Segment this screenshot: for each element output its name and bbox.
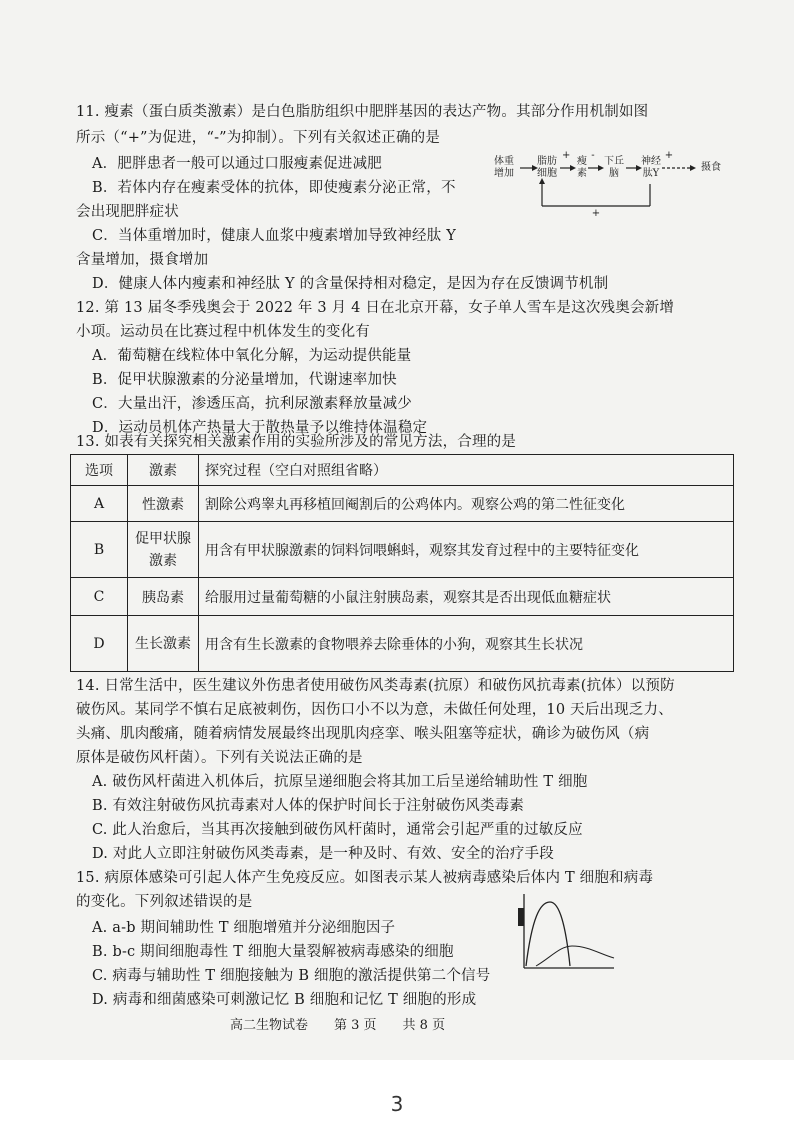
header-process: 探究过程（空白对照组省略） — [199, 455, 734, 486]
q15-stem-line1: 15. 病原体感染可引起人体产生免疫反应。如图表示某人被病毒感染后体内 T 细胞和病毒 — [76, 870, 654, 886]
graph-curve-tcell — [536, 946, 614, 966]
cell-hormone: 胰岛素 — [128, 578, 199, 616]
table-row — [71, 578, 734, 616]
page-number: 3 — [390, 1092, 404, 1116]
q13-stem: 13. 如表有关探究相关激素作用的实验所涉及的常见方法，合理的是 — [76, 434, 517, 450]
diagram-node-feeding: 摄食 — [701, 162, 721, 173]
diagram-node-fat-cell: 脂肪 细胞 — [537, 156, 557, 179]
leptin-mechanism-diagram — [488, 150, 728, 230]
q12-option-c: C．大量出汗，渗透压高，抗利尿激素释放量减少 — [92, 396, 412, 412]
q11-option-c-line2: 含量增加，摄食增加 — [76, 252, 209, 268]
q11-option-b-line1: B．若体内存在瘦素受体的抗体，即使瘦素分泌正常，不 — [92, 180, 456, 196]
cell-hormone: 生长激素 — [128, 616, 199, 672]
diagram-node-leptin: 瘦 素 — [577, 156, 587, 179]
q12-option-b: B．促甲状腺激素的分泌量增加，代谢速率加快 — [92, 372, 397, 388]
cell-process: 割除公鸡睾丸再移植回阉割后的公鸡体内。观察公鸡的第二性征变化 — [199, 486, 734, 522]
q14-stem-line3: 头痛、肌肉酸痛，随着病情发展最终出现肌肉痉挛、喉头阻塞等症状，确诊为破伤风（病 — [76, 726, 650, 742]
table-row — [71, 522, 734, 578]
diagram-sign-plus-1: + — [562, 150, 571, 161]
q11-option-a: A．肥胖患者一般可以通过口服瘦素促进减肥 — [92, 156, 382, 172]
q15-option-c: C. 病毒与辅助性 T 细胞接触为 B 细胞的激活提供第二个信号 — [92, 968, 491, 984]
q15-option-d: D. 病毒和细菌感染可刺激记忆 B 细胞和记忆 T 细胞的形成 — [92, 992, 477, 1008]
q14-option-c: C. 此人治愈后，当其再次接触到破伤风杆菌时，通常会引起严重的过敏反应 — [92, 822, 583, 838]
q14-option-b: B. 有效注射破伤风抗毒素对人体的保护时间长于注射破伤风类毒素 — [92, 798, 525, 814]
diagram-node-hypothalamus: 下丘 脑 — [604, 156, 624, 179]
cell-hormone: 促甲状腺激素 — [128, 522, 199, 578]
header-option: 选项 — [71, 455, 128, 486]
diagram-sign-minus: - — [591, 150, 595, 161]
cell-process: 用含有甲状腺激素的饲料饲喂蝌蚪，观察其发育过程中的主要特征变化 — [199, 522, 734, 578]
diagram-sign-feedback: + — [591, 208, 601, 219]
cell-hormone: 性激素 — [128, 486, 199, 522]
table-row — [71, 616, 734, 672]
q13-experiment-table — [70, 454, 734, 672]
q14-stem-line4: 原体是破伤风杆菌）。下列有关说法正确的是 — [76, 750, 363, 766]
q14-stem-line2: 破伤风。某同学不慎右足底被刺伤，因伤口小不以为意，未做任何处理，10 天后出现乏力、 — [76, 702, 673, 718]
cell-option: A — [71, 486, 128, 522]
diagram-node-neuropeptide-y: 神经 肽Y — [641, 156, 661, 179]
q11-stem-line2: 所示（“+”为促进，“-”为抑制）。下列有关叙述正确的是 — [76, 130, 441, 146]
header-hormone: 激素 — [128, 455, 199, 486]
page-footer: 高二生物试卷 第 3 页 共 8 页 — [230, 1018, 446, 1033]
graph-y-label-block — [518, 908, 524, 926]
q12-option-a: A．葡萄糖在线粒体中氧化分解，为运动提供能量 — [92, 348, 412, 364]
q14-option-a: A. 破伤风杆菌进入机体后，抗原呈递细胞会将其加工后呈递给辅助性 T 细胞 — [92, 774, 588, 790]
cell-option: C — [71, 578, 128, 616]
q11-option-d: D．健康人体内瘦素和神经肽 Y 的含量保持相对稳定，是因为存在反馈调节机制 — [92, 276, 609, 292]
table-header-row — [71, 455, 734, 486]
graph-curve-virus — [526, 902, 570, 966]
cell-option: D — [71, 616, 128, 672]
q14-stem-line1: 14. 日常生活中，医生建议外伤患者使用破伤风类毒素(抗原）和破伤风抗毒素(抗体）以预防 — [76, 678, 675, 694]
cell-process: 用含有生长激素的食物喂养去除垂体的小狗，观察其生长状况 — [199, 616, 734, 672]
q15-tcell-virus-graph — [510, 888, 620, 984]
table-row — [71, 486, 734, 522]
q12-stem-line2: 小项。运动员在比赛过程中机体发生的变化有 — [76, 324, 370, 340]
q15-stem-line2: 的变化。下列叙述错误的是 — [76, 894, 253, 910]
cell-option: B — [71, 522, 128, 578]
cell-process: 给服用过量葡萄糖的小鼠注射胰岛素，观察其是否出现低血糖症状 — [199, 578, 734, 616]
q11-option-c-line1: C．当体重增加时，健康人血浆中瘦素增加导致神经肽 Y — [92, 228, 456, 244]
q15-option-b: B. b-c 期间细胞毒性 T 细胞大量裂解被病毒感染的细胞 — [92, 944, 454, 960]
q15-option-a: A. a-b 期间辅助性 T 细胞增殖并分泌细胞因子 — [92, 920, 396, 936]
q12-stem-line1: 12. 第 13 届冬季残奥会于 2022 年 3 月 4 日在北京开幕，女子单人雪车是这次残奥会新增 — [76, 300, 675, 316]
q11-option-b-line2: 会出现肥胖症状 — [76, 204, 179, 220]
diagram-sign-plus-2: + — [664, 150, 674, 161]
q14-option-d: D. 对此人立即注射破伤风类毒素，是一种及时、有效、安全的治疗手段 — [92, 846, 554, 862]
q11-stem-line1: 11. 瘦素（蛋白质类激素）是白色脂肪组织中肥胖基因的表达产物。其部分作用机制如图 — [76, 104, 649, 120]
q12-option-d: D．运动员机体产热量大于散热量予以维持体温稳定 — [92, 420, 428, 436]
diagram-node-weight: 体重 增加 — [494, 156, 514, 179]
